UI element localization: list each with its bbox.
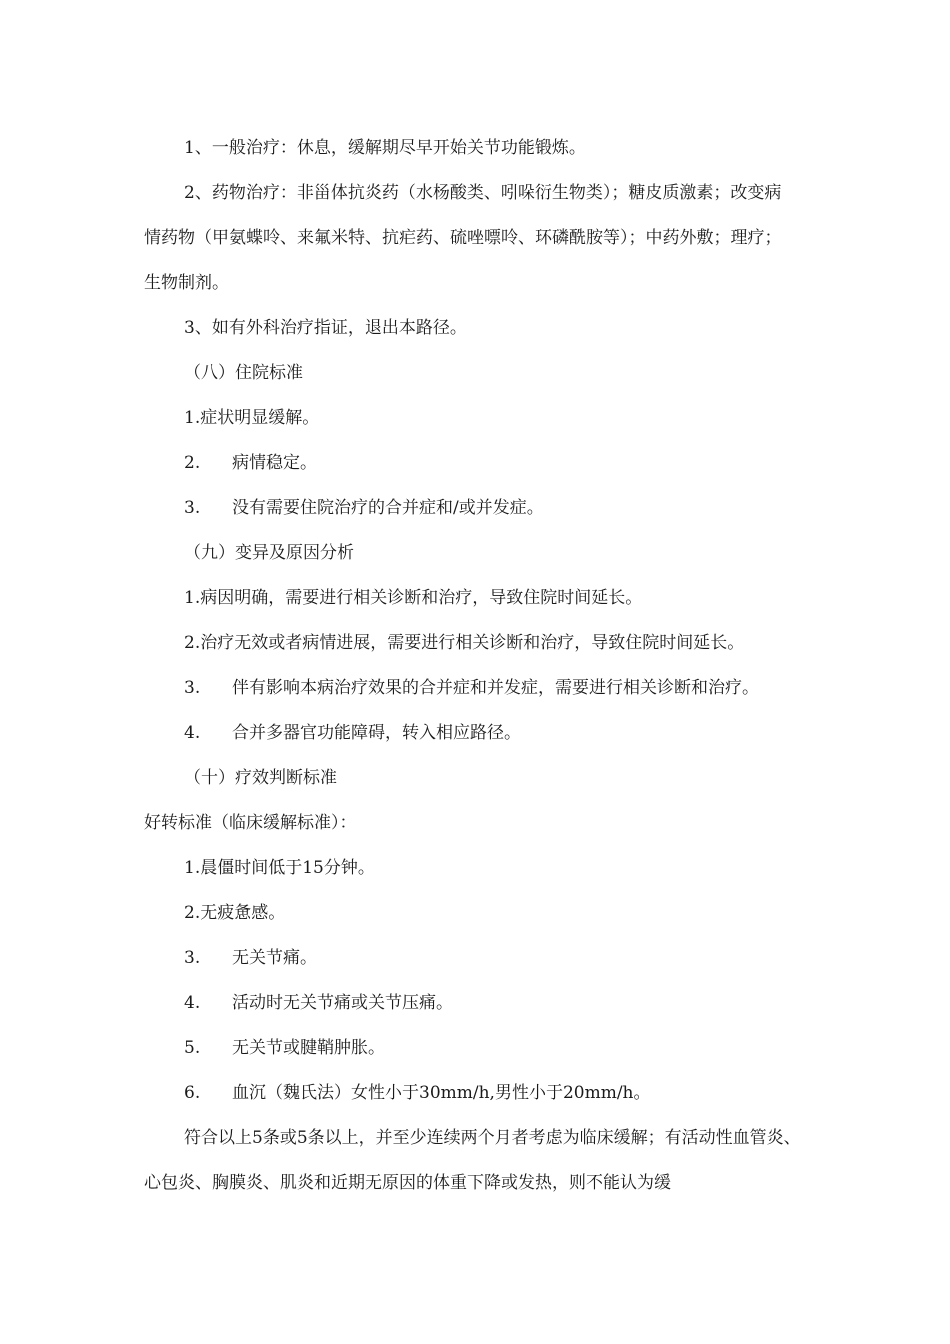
list-text: 血沉（魏氏法）女性小于30mm/h,男性小于20mm/h。 [232, 1083, 651, 1103]
section-heading-efficacy: （十）疗效判断标准 [184, 768, 337, 788]
list-item-criteria-1: 1.晨僵时间低于15分钟。 [184, 858, 375, 878]
list-text: 合并多器官功能障碍，转入相应路径。 [232, 723, 521, 743]
list-text: 伴有影响本病治疗效果的合并症和并发症，需要进行相关诊断和治疗。 [232, 678, 759, 698]
paragraph-drug-treatment: 2、药物治疗：非甾体抗炎药（水杨酸类、吲哚衍生物类）；糖皮质激素；改变病 [184, 183, 782, 203]
list-text: 无关节或腱鞘肿胀。 [232, 1038, 385, 1058]
section-heading-variation: （九）变异及原因分析 [184, 543, 354, 563]
list-text: 病情稳定。 [232, 453, 317, 473]
list-item-criteria-5 [184, 1037, 385, 1059]
paragraph-surgery-exit: 3、如有外科治疗指证，退出本路径。 [184, 318, 467, 338]
list-item-criteria-2: 2.无疲惫感。 [184, 903, 286, 923]
list-item-criteria-3 [184, 947, 317, 969]
list-number: 5. [184, 1038, 201, 1058]
list-item-variation-3 [184, 677, 759, 699]
list-number: 3. [184, 678, 201, 698]
list-number: 3. [184, 498, 201, 518]
list-text: 活动时无关节痛或关节压痛。 [232, 993, 453, 1013]
paragraph-remission-definition-cont: 心包炎、胸膜炎、肌炎和近期无原因的体重下降或发热，则不能认为缓 [144, 1173, 671, 1193]
list-text: 无关节痛。 [232, 948, 317, 968]
list-item-variation-2: 2.治疗无效或者病情进展，需要进行相关诊断和治疗，导致住院时间延长。 [184, 633, 745, 653]
list-item-variation-4 [184, 722, 521, 744]
paragraph-improvement-standard: 好转标准（临床缓解标准）： [144, 813, 357, 833]
list-number: 2. [184, 453, 201, 473]
list-item-discharge-2 [184, 452, 317, 474]
list-item-discharge-3 [184, 497, 544, 519]
paragraph-remission-definition: 符合以上5条或5条以上，并至少连续两个月者考虑为临床缓解；有活动性血管炎、 [184, 1128, 801, 1148]
list-item-criteria-6 [184, 1082, 651, 1104]
list-number: 4. [184, 993, 201, 1013]
list-number: 4. [184, 723, 201, 743]
paragraph-general-treatment: 1、一般治疗：休息，缓解期尽早开始关节功能锻炼。 [184, 138, 586, 158]
list-text: 没有需要住院治疗的合并症和/或并发症。 [232, 498, 544, 518]
section-heading-discharge: （八）住院标准 [184, 363, 303, 383]
list-number: 3. [184, 948, 201, 968]
list-item-variation-1: 1.病因明确，需要进行相关诊断和治疗，导致住院时间延长。 [184, 588, 643, 608]
list-item-discharge-1: 1.症状明显缓解。 [184, 408, 320, 428]
paragraph-drug-treatment-cont: 情药物（甲氨蝶呤、来氟米特、抗疟药、硫唑嘌呤、环磷酰胺等）；中药外敷；理疗； [144, 228, 782, 248]
paragraph-drug-treatment-end: 生物制剂。 [144, 273, 229, 293]
list-number: 6. [184, 1083, 201, 1103]
list-item-criteria-4 [184, 992, 453, 1014]
